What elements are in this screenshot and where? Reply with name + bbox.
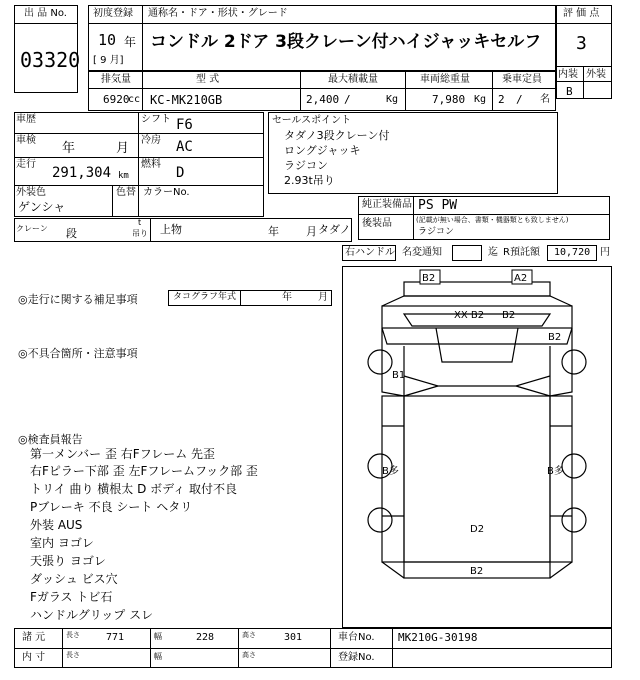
crane-ton-unit: 吊り xyxy=(132,229,148,238)
tachograph-month-unit: 月 xyxy=(318,292,328,303)
color-change-label: 色替 xyxy=(116,187,136,198)
model-code-label: 型 式 xyxy=(196,74,220,85)
right-bed-side xyxy=(550,396,572,562)
handle-value: 右ハンドル xyxy=(345,247,395,258)
history-label: 車歴 xyxy=(16,114,36,125)
inspector-line: 外装 AUS xyxy=(30,518,83,532)
ext-color-value: ゲンシャ xyxy=(18,200,66,214)
crane-label: クレーン xyxy=(16,224,48,233)
mark-right-front: B2 xyxy=(548,332,562,343)
defects-label: ◎不具合箇所・注意事項 xyxy=(18,347,138,360)
rear-right-wheel-1 xyxy=(562,454,586,478)
ac-label: 冷房 xyxy=(141,135,161,146)
inspection-month-unit: 月 xyxy=(116,141,130,156)
mark-bed-floor: D2 xyxy=(470,524,485,535)
length-label: 長さ xyxy=(66,631,80,639)
inner-length-label: 長さ xyxy=(66,651,80,659)
cab-back-line xyxy=(404,376,550,386)
ac-value: AC xyxy=(176,139,193,155)
until-label: 迄 xyxy=(488,247,498,258)
capacity-unit: 名 xyxy=(540,94,550,105)
divider xyxy=(142,5,143,71)
tachograph-label: タコグラフ年式 xyxy=(173,292,237,302)
shift-value: F6 xyxy=(176,117,193,133)
max-load-label: 最大積載量 xyxy=(328,74,378,85)
divider xyxy=(14,23,78,24)
inspection-year-unit: 年 xyxy=(62,141,76,156)
divider xyxy=(556,81,612,82)
divider xyxy=(88,88,556,89)
inspector-line: トリイ 曲り 横根太 D ボディ 取付不良 xyxy=(30,482,237,496)
inspector-line: 室内 ヨゴレ xyxy=(30,536,94,550)
max-load-sep: / xyxy=(344,93,351,106)
exterior-label: 外装 xyxy=(586,69,606,80)
front-left-wheel xyxy=(368,350,392,374)
mark-bumper: XX B2 xyxy=(454,310,485,321)
genuine-label: 純正装備品 xyxy=(362,199,412,210)
interior-grade: B xyxy=(566,85,573,98)
cab-hood xyxy=(436,328,518,362)
mileage-label: 走行 xyxy=(16,159,36,170)
reg-year-unit: 年 xyxy=(124,35,137,49)
divider xyxy=(88,23,556,24)
divider xyxy=(112,185,113,217)
mark-left-door: B1 xyxy=(392,370,406,381)
left-bed-side xyxy=(382,396,404,562)
driving-notes-label: ◎走行に関する補足事項 xyxy=(18,293,138,306)
chassis-value: MK210G-30198 xyxy=(398,631,478,644)
divider xyxy=(62,628,63,668)
lift-label: 上物 xyxy=(160,223,182,236)
divider xyxy=(413,196,414,240)
r-deposit-amount: 10,720 xyxy=(554,247,591,258)
mark-rear: B2 xyxy=(470,566,484,577)
divider xyxy=(88,5,89,23)
lot-number: 03320 xyxy=(20,48,81,72)
reg-month: [ 9 月] xyxy=(93,55,124,66)
sales-point-line: ラジコン xyxy=(284,159,328,172)
mark-front-left: B2 xyxy=(422,273,436,284)
front-right-wheel xyxy=(562,350,586,374)
dims-label: 諸 元 xyxy=(22,632,46,643)
fuel-label: 燃料 xyxy=(141,159,161,170)
inspector-line: 第一メンバー 歪 右Fフレーム 先歪 xyxy=(30,447,216,461)
divider xyxy=(392,628,393,668)
divider xyxy=(556,66,612,67)
sales-points-label: セールスポイント xyxy=(272,115,352,126)
crane-ton-unit-top: t xyxy=(138,218,142,227)
width-value: 228 xyxy=(196,632,215,643)
length-value: 771 xyxy=(106,632,125,643)
mileage-value: 291,304 xyxy=(52,165,112,181)
lot-label: 出 品 No. xyxy=(24,8,67,19)
height-value: 301 xyxy=(284,632,303,643)
shift-label: シフト xyxy=(141,114,171,125)
displacement-unit: cc xyxy=(128,94,141,105)
first-reg-label: 初度登録 xyxy=(93,8,133,19)
gross-weight: 7,980 xyxy=(432,93,466,106)
cargo-bed xyxy=(404,396,550,562)
divider xyxy=(14,133,264,134)
divider xyxy=(358,214,610,215)
divider xyxy=(556,23,612,24)
max-load: 2,400 xyxy=(306,93,340,106)
inspector-report-label: ◎検査員報告 xyxy=(18,433,83,446)
grade-value: 3 xyxy=(576,33,587,54)
divider xyxy=(238,628,239,668)
aftermarket-note: (記載が無い場合、書類・機器類とも致しません) xyxy=(416,216,569,224)
color-no-label: カラーNo. xyxy=(143,187,190,198)
divider xyxy=(150,218,151,242)
crane-box xyxy=(14,218,352,242)
inner-height-label: 高さ xyxy=(242,651,256,659)
divider xyxy=(405,71,406,111)
max-load-unit: Kg xyxy=(386,94,399,105)
displacement: 6920 xyxy=(103,93,130,106)
height-label: 高さ xyxy=(242,631,256,639)
sales-point-line: ロングジャッキ xyxy=(284,144,361,157)
tachograph-year-unit: 年 xyxy=(282,292,292,303)
model-name: コンドル 2ドア 3段クレーン付ハイジャッキセルフ xyxy=(150,32,542,52)
divider xyxy=(14,648,612,649)
divider xyxy=(492,71,493,111)
aftermarket-label: 後装品 xyxy=(362,218,392,229)
divider xyxy=(14,185,264,186)
inspection-label: 車検 xyxy=(16,135,36,146)
grade-label: 評 価 点 xyxy=(563,8,600,19)
width-label: 幅 xyxy=(154,632,162,641)
model-code: KC-MK210GB xyxy=(150,93,223,107)
sales-point-line: 2.93t吊り xyxy=(284,174,335,187)
truck-diagram xyxy=(342,266,612,628)
inspector-line: Pブレーキ 不良 シート ヘタリ xyxy=(30,500,193,514)
inspector-line: Fガラス トビ石 xyxy=(30,590,113,604)
inner-width-label: 幅 xyxy=(154,652,162,661)
crane-stage-unit: 段 xyxy=(66,227,77,240)
divider xyxy=(330,628,331,668)
lift-value: タダノ xyxy=(318,223,351,236)
inspector-line: 天張り ヨゴレ xyxy=(30,554,106,568)
name-change-label: 名変通知 xyxy=(402,247,442,258)
rear-right-wheel-2 xyxy=(562,508,586,532)
chassis-label: 車台No. xyxy=(338,632,375,643)
capacity-sep: / xyxy=(516,93,523,106)
inspector-line: ハンドルグリップ スレ xyxy=(30,608,154,622)
r-deposit-label: R預託額 xyxy=(503,247,540,258)
fuel-value: D xyxy=(176,165,185,181)
lift-year-unit: 年 xyxy=(268,225,279,238)
divider xyxy=(300,71,301,111)
name-change-box xyxy=(452,245,482,261)
gross-weight-unit: Kg xyxy=(474,94,487,105)
cab-bottom-line xyxy=(382,328,572,344)
inspector-line: 右Fピラー下部 歪 左Fフレームフック部 歪 xyxy=(30,464,258,478)
divider xyxy=(150,628,151,668)
sales-point-line: タダノ3段クレーン付 xyxy=(284,129,390,142)
inspector-line: ダッシュ ビス穴 xyxy=(30,572,118,586)
interior-label: 内装 xyxy=(558,69,578,80)
cab-front-line xyxy=(382,296,572,306)
inner-dims-label: 内 寸 xyxy=(22,652,46,663)
aftermarket-value: ラジコン xyxy=(418,227,455,237)
genuine-value: PS PW xyxy=(418,198,458,213)
registration-label: 登録No. xyxy=(338,652,375,663)
mark-bumper-right: B2 xyxy=(502,310,516,321)
rear-left-wheel-2 xyxy=(368,508,392,532)
mileage-unit: km xyxy=(118,171,129,181)
divider xyxy=(142,71,143,111)
divider xyxy=(14,157,264,158)
reg-year: 10 xyxy=(98,31,117,49)
displacement-label: 排気量 xyxy=(101,74,131,85)
mark-left-bed: B多 xyxy=(382,466,399,477)
bed-front xyxy=(404,386,550,396)
divider xyxy=(583,66,584,99)
r-deposit-unit: 円 xyxy=(600,247,610,258)
gross-weight-label: 車両総重量 xyxy=(420,74,470,85)
divider xyxy=(240,290,241,306)
divider xyxy=(138,112,139,217)
lift-month-unit: 月 xyxy=(306,225,317,238)
ext-color-label: 外装色 xyxy=(16,187,46,198)
capacity: 2 xyxy=(498,93,505,106)
capacity-label: 乗車定員 xyxy=(502,74,542,85)
model-header-label: 通称名・ドア・形状・グレード xyxy=(148,8,288,19)
mark-right-bed: B多 xyxy=(547,466,564,477)
mark-front-right: A2 xyxy=(514,273,528,284)
